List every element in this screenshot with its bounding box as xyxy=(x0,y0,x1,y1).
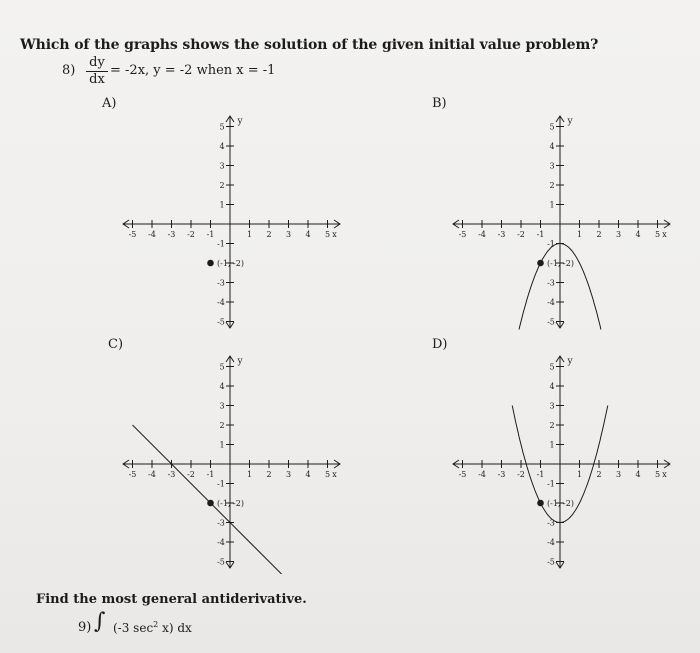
x-tick-label: -4 xyxy=(478,470,486,479)
x-tick-label: 4 xyxy=(305,230,311,239)
initial-point-label: (-1, -2) xyxy=(217,499,244,508)
y-tick-label: 5 xyxy=(219,122,225,132)
y-tick-label: -4 xyxy=(547,538,555,547)
x-axis-label: x xyxy=(332,230,337,239)
y-tick-label: -1 xyxy=(547,479,555,489)
initial-point-label: (-1, -2) xyxy=(547,499,574,508)
y-tick-label: -1 xyxy=(547,239,555,249)
integrand-post: x) dx xyxy=(158,621,192,635)
x-tick-label: 1 xyxy=(246,470,253,479)
initial-point-label: (-1, -2) xyxy=(217,259,244,268)
initial-point xyxy=(207,260,214,267)
x-tick-label: 5 xyxy=(654,470,661,479)
derivative-fraction xyxy=(86,56,108,87)
y-tick-label: -4 xyxy=(217,538,225,547)
x-tick-label: 3 xyxy=(615,230,622,239)
y-tick-label: -1 xyxy=(217,479,225,489)
x-tick-label: -3 xyxy=(167,230,176,239)
y-tick-label: 4 xyxy=(549,142,555,151)
x-axis-label: x xyxy=(662,470,667,479)
x-tick-label: 2 xyxy=(266,230,272,239)
graph-d[interactable] xyxy=(450,352,675,574)
option-b-label[interactable]: B) xyxy=(432,96,447,111)
x-tick-label: -2 xyxy=(517,470,525,479)
x-axis-label: x xyxy=(662,230,667,239)
y-tick-label: -1 xyxy=(217,239,225,249)
x-tick-label: 5 xyxy=(324,230,331,239)
y-tick-label: -5 xyxy=(547,317,555,327)
fraction-numerator: dy xyxy=(89,55,105,70)
initial-point-label: (-1, -2) xyxy=(547,259,574,268)
fraction-denominator: dx xyxy=(89,72,105,87)
integrand-expression xyxy=(113,620,192,635)
y-axis-label: y xyxy=(237,116,243,127)
x-tick-label: -4 xyxy=(478,230,486,239)
initial-point xyxy=(537,260,544,267)
x-tick-label: 3 xyxy=(615,470,622,479)
integrand-pre: (-3 sec xyxy=(113,621,154,635)
y-tick-label: 2 xyxy=(549,181,555,190)
graph-a[interactable] xyxy=(120,112,345,332)
x-tick-label: 1 xyxy=(246,230,253,239)
x-tick-label: 3 xyxy=(285,230,292,239)
y-tick-label: 5 xyxy=(549,122,555,132)
x-tick-label: 5 xyxy=(654,230,661,239)
x-tick-label: 1 xyxy=(576,230,583,239)
x-tick-label: 4 xyxy=(635,470,641,479)
y-tick-label: 2 xyxy=(219,421,225,430)
x-tick-label: -2 xyxy=(187,470,195,479)
y-tick-label: 3 xyxy=(549,401,555,411)
graph-c[interactable] xyxy=(120,352,345,574)
x-tick-label: -5 xyxy=(128,230,137,239)
antiderivative-heading: Find the most general antiderivative. xyxy=(36,592,307,607)
x-tick-label: -1 xyxy=(536,470,545,479)
x-axis-label: x xyxy=(332,470,337,479)
y-tick-label: -4 xyxy=(217,298,225,307)
x-tick-label: -1 xyxy=(536,230,545,239)
y-tick-label: -5 xyxy=(547,557,555,567)
integral-sign: ∫ xyxy=(94,609,106,634)
y-tick-label: -3 xyxy=(547,278,555,288)
y-tick-label: 5 xyxy=(549,362,555,372)
x-tick-label: 4 xyxy=(635,230,641,239)
y-tick-label: -5 xyxy=(217,557,225,567)
y-tick-label: 3 xyxy=(219,161,225,171)
option-d-label[interactable]: D) xyxy=(432,337,448,352)
solution-line xyxy=(133,425,293,574)
initial-point xyxy=(207,500,214,507)
initial-point xyxy=(537,500,544,507)
problem-9-number: 9) xyxy=(78,620,92,635)
x-tick-label: 1 xyxy=(576,470,583,479)
problem-number: 8) xyxy=(62,63,76,78)
x-tick-label: -2 xyxy=(187,230,195,239)
option-a-label[interactable]: A) xyxy=(102,96,117,111)
x-tick-label: -2 xyxy=(517,230,525,239)
integrand-exponent: 2 xyxy=(153,620,159,629)
y-axis-label: y xyxy=(237,356,243,367)
y-tick-label: 5 xyxy=(219,362,225,372)
x-tick-label: 5 xyxy=(324,470,331,479)
x-tick-label: -3 xyxy=(167,470,176,479)
x-tick-label: 4 xyxy=(305,470,311,479)
y-tick-label: -3 xyxy=(217,278,225,288)
y-tick-label: 1 xyxy=(549,440,555,450)
x-tick-label: 3 xyxy=(285,470,292,479)
y-tick-label: 4 xyxy=(219,142,225,151)
x-tick-label: 2 xyxy=(596,230,602,239)
x-tick-label: -4 xyxy=(148,230,156,239)
y-tick-label: -4 xyxy=(547,298,555,307)
y-tick-label: 1 xyxy=(219,200,225,210)
y-tick-label: 4 xyxy=(219,382,225,391)
graph-b[interactable] xyxy=(450,112,675,332)
x-tick-label: -3 xyxy=(497,470,506,479)
x-tick-label: 2 xyxy=(266,470,272,479)
y-tick-label: 4 xyxy=(549,382,555,391)
y-tick-label: -3 xyxy=(217,518,225,528)
equation-rhs: = -2x, y = -2 when x = -1 xyxy=(110,63,276,78)
x-tick-label: -3 xyxy=(497,230,506,239)
x-tick-label: -1 xyxy=(206,470,215,479)
y-tick-label: 3 xyxy=(549,161,555,171)
y-axis-label: y xyxy=(567,116,573,127)
x-tick-label: -4 xyxy=(148,470,156,479)
y-tick-label: 1 xyxy=(219,440,225,450)
y-tick-label: -3 xyxy=(547,518,555,528)
y-tick-label: 2 xyxy=(549,421,555,430)
question-heading: Which of the graphs shows the solution of the given initial value problem? xyxy=(20,37,599,53)
y-tick-label: 3 xyxy=(219,401,225,411)
x-tick-label: -5 xyxy=(458,470,467,479)
x-tick-label: -5 xyxy=(128,470,137,479)
y-tick-label: 1 xyxy=(549,200,555,210)
x-tick-label: 2 xyxy=(596,470,602,479)
y-tick-label: 2 xyxy=(219,181,225,190)
x-tick-label: -1 xyxy=(206,230,215,239)
y-axis-label: y xyxy=(567,356,573,367)
y-tick-label: -5 xyxy=(217,317,225,327)
x-tick-label: -5 xyxy=(458,230,467,239)
option-c-label[interactable]: C) xyxy=(108,337,124,352)
